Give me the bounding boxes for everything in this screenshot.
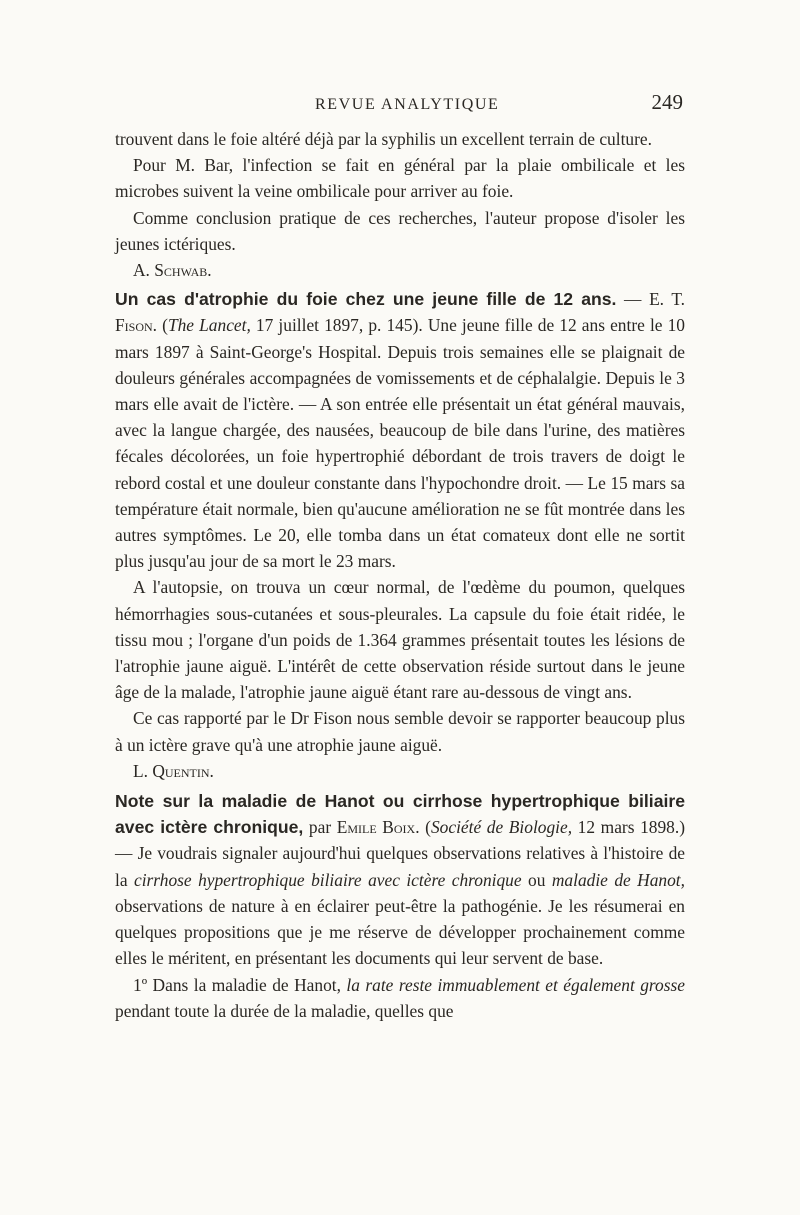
page-header [115, 92, 685, 120]
citation-lancet: 17 juillet 1897, p. 145). [250, 315, 428, 336]
author-fison: E. T. Fison. [115, 289, 686, 336]
signature-quentin: L. Quentin. [133, 760, 214, 781]
paragraph-bar: Pour M. Bar, l'infection se fait en général par la plaie ombilicale et les microbes suivent la veine ombilicale pour arriver au foie. [115, 155, 685, 202]
or-text: ou [521, 869, 552, 890]
citation-societe: 12 mars 1898.) — Je voudrais signaler aujourd'hui quelques observations relatives à l'histoire de la [115, 817, 686, 890]
source-open: ( [157, 315, 168, 336]
case-description: Une jeune fille de 12 ans entre le 10 mars 1897 à Saint-George's Hospital. Depuis trois semaines elle se plaignait de douleurs générales accompagnées de vomissements et de céphalalgie. Depuis le 3 mars elle avait de l'ictère. — A son entrée elle présentait un état général mauvais, avec la langue chargée, des nausées, beaucoup de bile dans l'urine, des matières fécales décolorées, un foie hypertrophié débordant de trois travers de doigt le rebord costal et une douleur constante dans l'hypochondre droit. — Le 15 mars sa température était normale, bien qu'aucune amélioration ne se fût montrée dans les autres symptômes. Le 20, elle tomba dans un état comateux dont elle ne sortit plus jusqu'au jour de sa mort le 23 mars. [115, 315, 685, 572]
body-text [115, 126, 685, 1024]
term-maladie-hanot: maladie de Hanot, [551, 869, 685, 890]
paragraph-commentaire: Ce cas rapporté par le Dr Fison nous semble devoir se rapporter beaucoup plus à un ictère grave qu'à une atrophie jaune aiguë. [115, 708, 685, 755]
signature-schwab: A. Schwab. [133, 260, 212, 281]
source-societe: Société de Biologie, [430, 817, 573, 838]
article-title-atrophie: Un cas d'atrophie du foie chez une jeune fille de 12 ans. [115, 289, 617, 310]
paragraph-autopsie: A l'autopsie, on trouva un cœur normal, de l'œdème du poumon, quelques hémorrhagies sous-cutanées et sous-pleurales. La capsule du foie était ridée, le tissu mou ; l'organe d'un poids de 1.364 grammes présentait toutes les lésions de l'atrophie jaune aiguë. L'intérêt de cette observation réside surtout dans le jeune âge de la malade, l'atrophie jaune aiguë étant rare au-dessous de vingt ans. [115, 577, 685, 703]
author-boix: Emile Boix. [336, 817, 420, 838]
article-atrophie [115, 286, 685, 574]
source-lancet: The Lancet, [167, 315, 251, 336]
point-label: 1º Dans la maladie de Hanot, [133, 974, 347, 995]
paragraph-point-1 [115, 972, 685, 1024]
point-text: pendant toute la durée de la maladie, quelles que [115, 1000, 454, 1021]
article-hanot [115, 788, 685, 971]
title-dash: — [616, 289, 650, 310]
paragraph-conclusion: Comme conclusion pratique de ces recherches, l'auteur propose d'isoler les jeunes ictériques. [115, 207, 685, 254]
paragraph-continued: trouvent dans le foie altéré déjà par la syphilis un excellent terrain de culture. [115, 129, 652, 149]
hanot-intro: observations de nature à en éclairer peut-être la pathogénie. Je les résumerai en quelques propositions que je me réserve de développer prochainement comme elles le méritent, en présentant les documents qui leur servent de base. [115, 895, 685, 969]
point-emphasis: la rate reste immuablement et également grosse [346, 974, 685, 995]
running-title: REVUE ANALYTIQUE [315, 96, 500, 113]
page-number: 249 [651, 90, 683, 114]
term-cirrhose: cirrhose hypertrophique biliaire avec ictère chronique [133, 869, 522, 890]
source-open-2: ( [419, 817, 431, 838]
article-title-hanot: Note sur la maladie de Hanot ou cirrhose hypertrophique biliaire avec ictère chronique, [115, 791, 685, 838]
by-text: par [303, 817, 337, 838]
